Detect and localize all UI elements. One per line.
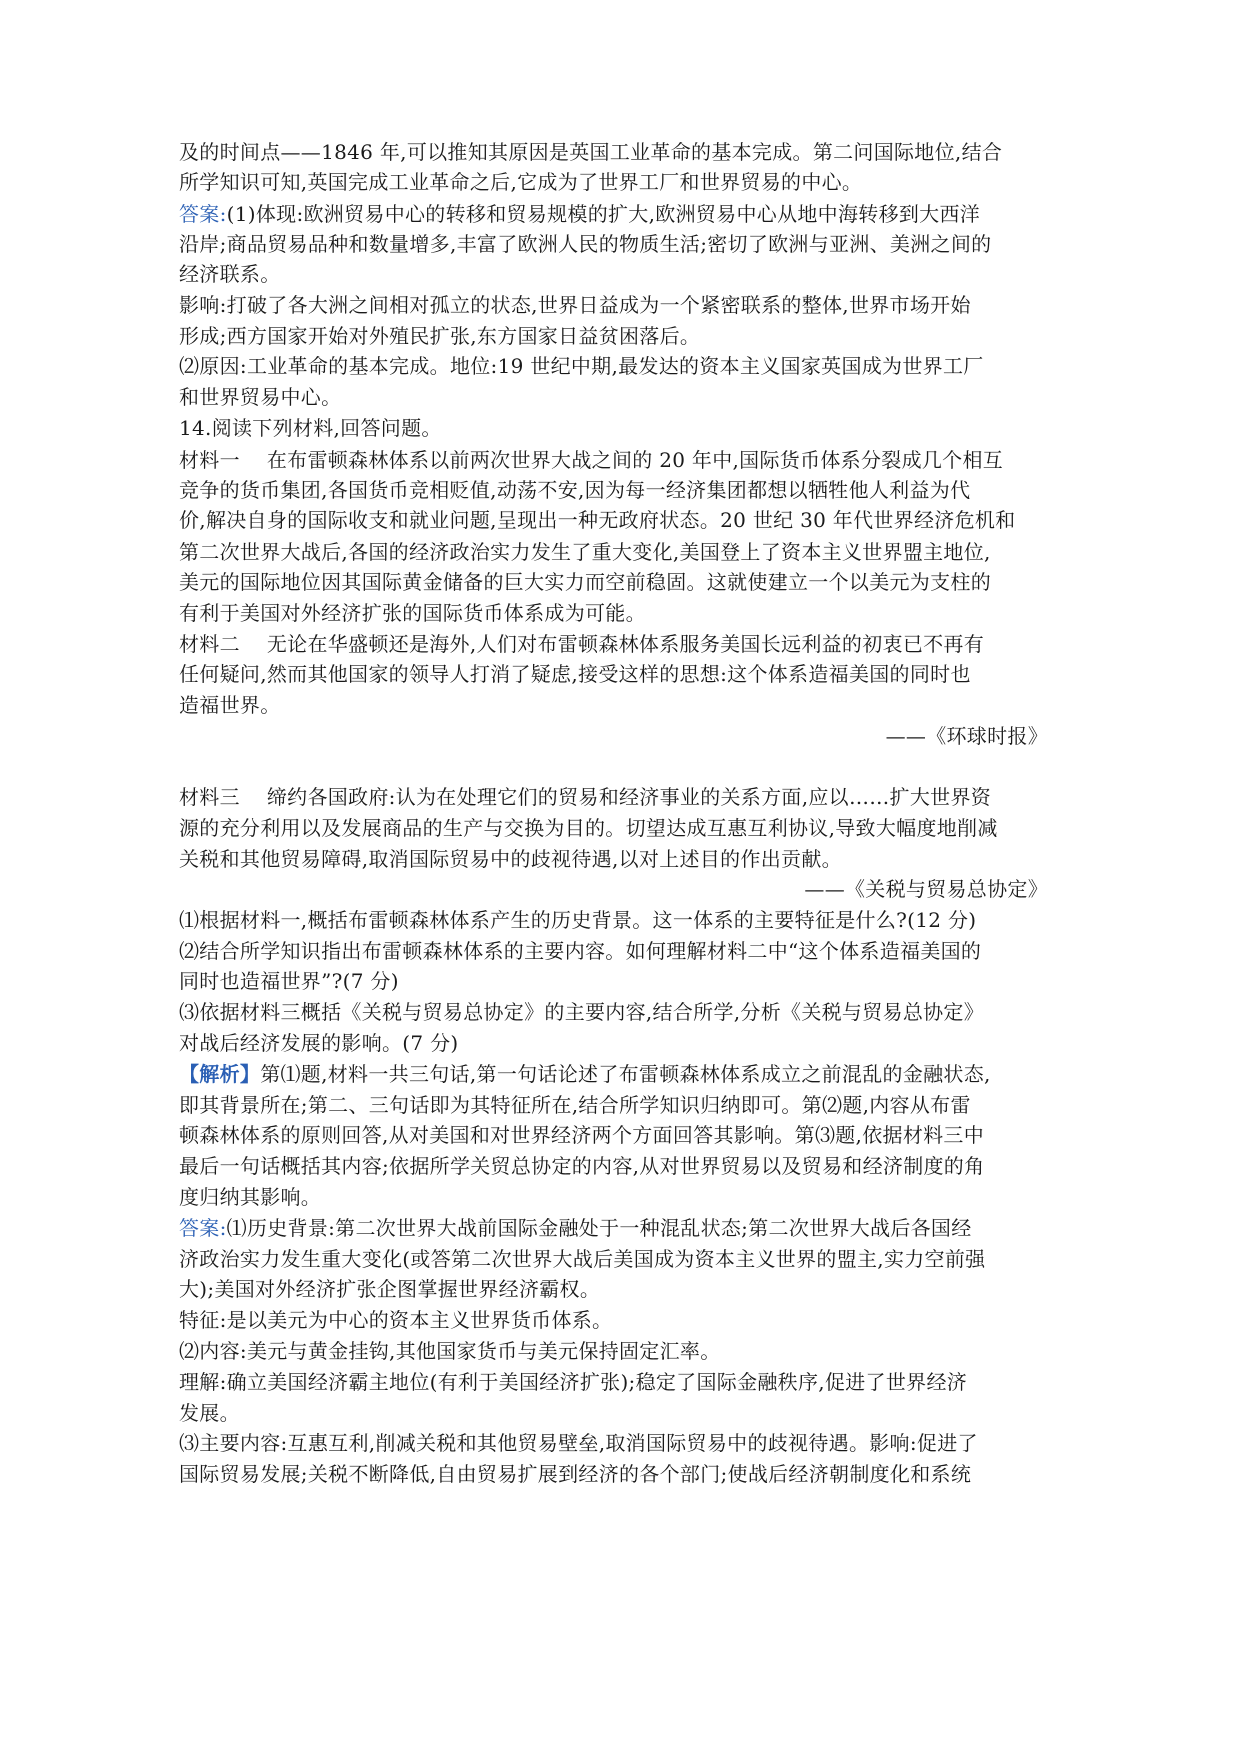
text-line: 任何疑问,然而其他国家的领导人打消了疑虑,接受这样的思想:这个体系造福美国的同时也 <box>179 662 971 686</box>
text-line: 度归纳其影响。 <box>179 1185 322 1209</box>
text-line: 所学知识可知,英国完成工业革命之后,它成为了世界工厂和世界贸易的中心。 <box>179 170 863 194</box>
text-line: 第二次世界大战后,各国的经济政治实力发生了重大变化,美国登上了资本主义世界盟主地位, <box>179 540 991 564</box>
text-line: 顿森林体系的原则回答,从对美国和对世界经济两个方面回答其影响。第⑶题,依据材料三中 <box>179 1123 985 1147</box>
text-line: 造福世界。 <box>179 693 281 717</box>
text-line: 同时也造福世界”?(7 分) <box>179 969 399 993</box>
text-line: 对战后经济发展的影响。(7 分) <box>179 1031 459 1055</box>
text-line: 特征:是以美元为中心的资本主义世界货币体系。 <box>179 1308 613 1332</box>
text-line: 有利于美国对外经济扩张的国际货币体系成为可能。 <box>179 601 646 625</box>
text-line: 理解:确立美国经济霸主地位(有利于美国经济扩张);稳定了国际金融秩序,促进了世界经济 <box>179 1370 968 1394</box>
text-line: 大);美国对外经济扩张企图掌握世界经济霸权。 <box>179 1277 601 1301</box>
text-line: ⑶主要内容:互惠互利,削减关税和其他贸易壁垒,取消国际贸易中的歧视待遇。影响:促进了 <box>179 1431 978 1455</box>
answer-line: 答案:(1)体现:欧洲贸易中心的转移和贸易规模的扩大,欧洲贸易中心从地中海转移到大西洋 <box>179 202 981 226</box>
text-line: 经济联系。 <box>179 262 281 286</box>
text-line: 源的充分利用以及发展商品的生产与交换为目的。切望达成互惠互利协议,导致大幅度地削减 <box>179 816 998 840</box>
analysis-line: 【解析】第⑴题,材料一共三句话,第一句话论述了布雷顿森林体系成立之前混乱的金融状态, <box>179 1062 991 1086</box>
text-line: 最后一句话概括其内容;依据所学关贸总协定的内容,从对世界贸易以及贸易和经济制度的角 <box>179 1154 985 1178</box>
text-line: 和世界贸易中心。 <box>179 385 342 409</box>
answer-line: 答案:⑴历史背景:第二次世界大战前国际金融处于一种混乱状态;第二次世界大战后各国经 <box>179 1216 972 1240</box>
analysis-label: 【解析】 <box>179 1062 261 1086</box>
text-line: 即其背景所在;第二、三句话即为其特征所在,结合所学知识归纳即可。第⑵题,内容从布雷 <box>179 1093 971 1117</box>
text-line: 材料一 在布雷顿森林体系以前两次世界大战之间的 20 年中,国际货币体系分裂成几个相互 <box>179 448 1004 472</box>
answer-label: 答案: <box>179 202 227 226</box>
text-line: 济政治实力发生重大变化(或答第二次世界大战后美国成为资本主义世界的盟主,实力空前强 <box>179 1247 986 1271</box>
text-line: 影响:打破了各大洲之间相对孤立的状态,世界日益成为一个紧密联系的整体,世界市场开始 <box>179 293 971 317</box>
text-line: ⑴根据材料一,概括布雷顿森林体系产生的历史背景。这一体系的主要特征是什么?(12 分) <box>179 908 977 932</box>
text-line: ⑵原因:工业革命的基本完成。地位:19 世纪中期,最发达的资本主义国家英国成为世界工厂 <box>179 354 984 378</box>
text-line: 形成;西方国家开始对外殖民扩张,东方国家日益贫困落后。 <box>179 324 701 348</box>
source-citation: ——《关税与贸易总协定》 <box>804 877 1048 901</box>
text-line: ⑶依据材料三概括《关税与贸易总协定》的主要内容,结合所学,分析《关税与贸易总协定》 <box>179 1000 985 1024</box>
text-line: 材料二 无论在华盛顿还是海外,人们对布雷顿森林体系服务美国长远利益的初衷已不再有 <box>179 632 985 656</box>
text-line: ⑵结合所学知识指出布雷顿森林体系的主要内容。如何理解材料二中“这个体系造福美国的 <box>179 939 982 963</box>
text-line: 材料三 缔约各国政府:认为在处理它们的贸易和经济事业的关系方面,应以……扩大世界资 <box>179 785 992 809</box>
text-line: 美元的国际地位因其国际黄金储备的巨大实力而空前稳固。这就使建立一个以美元为支柱的 <box>179 570 991 594</box>
source-citation: ——《环球时报》 <box>885 724 1048 748</box>
text-line: 沿岸;商品贸易品种和数量增多,丰富了欧洲人民的物质生活;密切了欧洲与亚洲、美洲之间的 <box>179 232 992 256</box>
text-line: 及的时间点——1846 年,可以推知其原因是英国工业革命的基本完成。第二问国际地位,结合 <box>179 140 1003 164</box>
question-title: 14.阅读下列材料,回答问题。 <box>179 416 442 440</box>
text-line: 国际贸易发展;关税不断降低,自由贸易扩展到经济的各个部门;使战后经济朝制度化和系统 <box>179 1462 972 1486</box>
text-line: ⑵内容:美元与黄金挂钩,其他国家货币与美元保持固定汇率。 <box>179 1339 721 1363</box>
text-line: 关税和其他贸易障碍,取消国际贸易中的歧视待遇,以对上述目的作出贡献。 <box>179 847 842 871</box>
answer-label: 答案: <box>179 1216 227 1240</box>
text-line: 价,解决自身的国际收支和就业问题,呈现出一种无政府状态。20 世纪 30 年代世界经济危机和 <box>179 508 1016 532</box>
text-line: 发展。 <box>179 1401 240 1425</box>
text-line: 竞争的货币集团,各国货币竞相贬值,动荡不安,因为每一经济集团都想以牺牲他人利益为代 <box>179 478 971 502</box>
